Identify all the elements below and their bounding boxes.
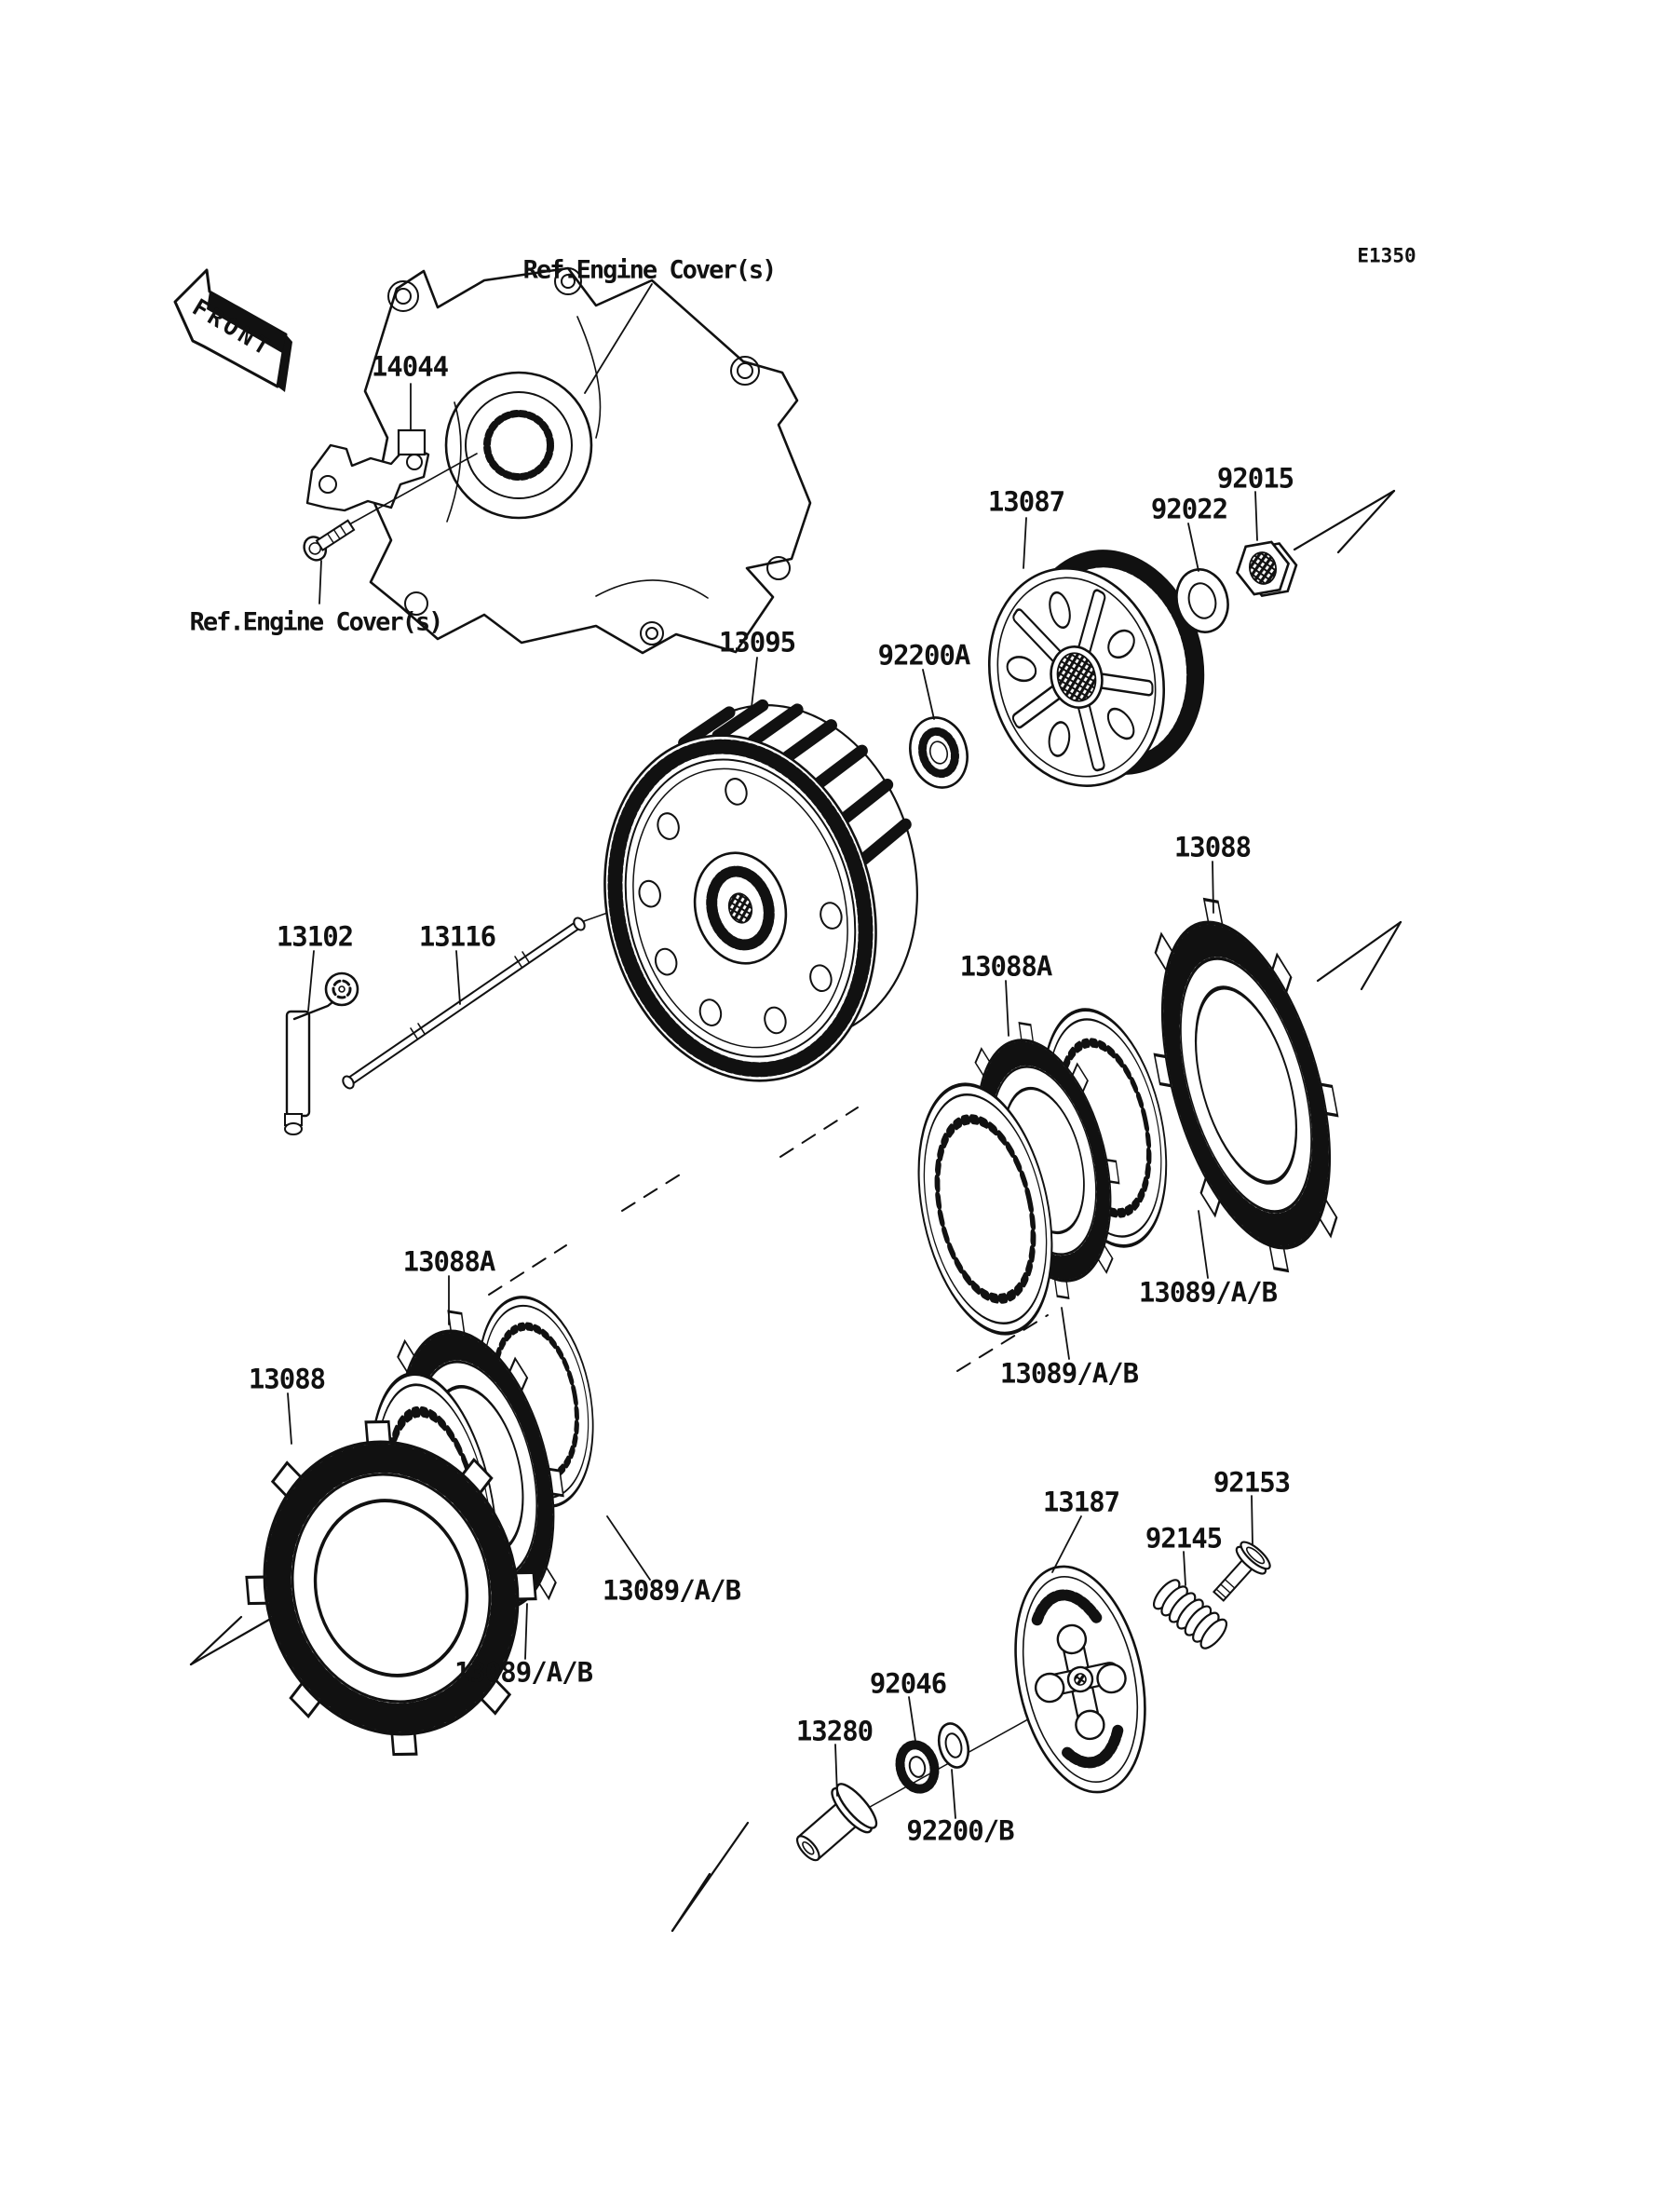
part-label-92200B: 92200/B [906,1814,1014,1847]
part-label-13088A-mid: 13088A [959,950,1052,983]
nut-92015 [1233,538,1301,599]
part-label-92153: 92153 [1213,1466,1291,1499]
page-code: E1350 [1357,244,1416,267]
part-label-13088-left: 13088 [248,1363,326,1395]
clutch-housing-13095 [562,675,961,1112]
direction-arrow-bottom [672,1823,748,1931]
part-label-92015: 92015 [1216,462,1294,495]
part-label-13087: 13087 [987,485,1065,518]
part-label-92145: 92145 [1145,1522,1223,1555]
part-label-13088A-left: 13088A [402,1245,495,1278]
part-label-13089AB-mid-2: 13089/A/B [999,1357,1139,1390]
part-label-13095: 13095 [718,626,796,659]
part-label-92046: 92046 [869,1667,947,1700]
part-label-13089AB-left-1: 13089/A/B [602,1574,741,1607]
part-label-13280: 13280 [795,1715,874,1747]
front-arrow-label: FRONT [187,293,278,362]
part-label-92022: 92022 [1150,493,1228,525]
part-label-13089AB-left-2: 13089/A/B [454,1656,593,1689]
toothed-washer-92046 [895,1741,939,1793]
part-label-92200A: 92200A [877,639,970,672]
release-lever-13102 [285,973,358,1134]
part-label-14044: 14044 [371,350,449,383]
direction-arrow-top-right [1294,491,1394,552]
engine-cover-bolt [300,515,358,564]
part-label-13187: 13187 [1042,1486,1120,1518]
friction-plate-13088-right [1115,879,1378,1290]
part-label-13088-right: 13088 [1173,831,1252,863]
plain-washer-92200B [934,1720,972,1771]
part-label-13102: 13102 [276,920,354,953]
spline-washer-92200A [902,712,975,794]
pressure-plate-13187 [996,1555,1164,1804]
spacer-13280 [785,1779,882,1874]
part-label-13089AB-mid-1: 13089/A/B [1138,1276,1278,1309]
ref-engine-cover-top: Ref.Engine Cover(s) [522,255,776,285]
engine-cover-outline [365,268,810,653]
part-label-13116: 13116 [418,920,496,953]
direction-arrow-mid-right [1318,922,1401,989]
ref-engine-cover-bottom: Ref.Engine Cover(s) [189,607,442,637]
